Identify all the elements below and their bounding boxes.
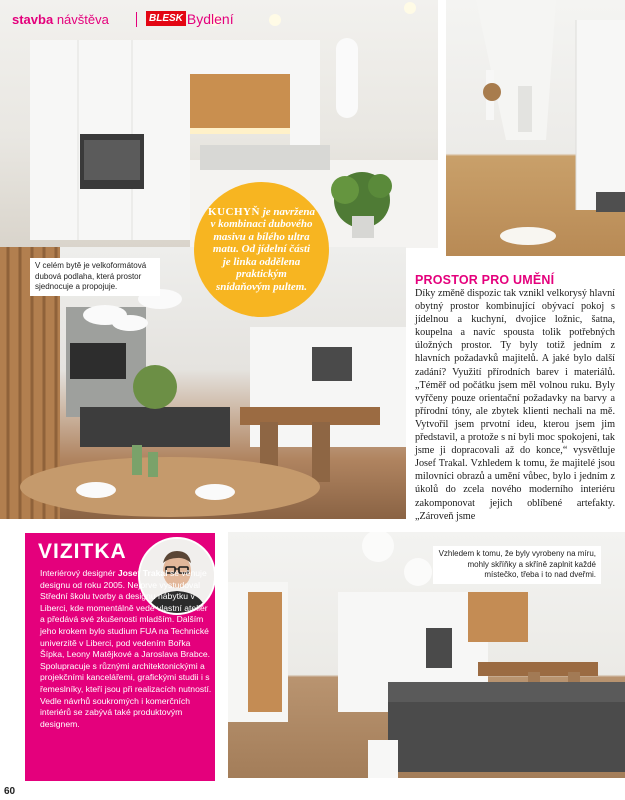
vizitka-intro: Interiérový designér <box>40 568 116 578</box>
subsection-name: návštěva <box>56 12 109 27</box>
vizitka-title: VIZITKA <box>38 540 127 563</box>
kitchen-callout <box>194 182 329 317</box>
hallway-photo <box>446 0 625 256</box>
header-divider <box>136 12 137 27</box>
article-heading: PROSTOR PRO UMĚNÍ <box>415 273 555 287</box>
vizitka-body <box>40 568 212 730</box>
designer-name: Josef Trakal <box>117 568 168 578</box>
logo-text: Bydlení <box>186 10 234 27</box>
page-number: 60 <box>4 786 16 797</box>
section-name: stavba <box>12 12 54 27</box>
callout-lead: KUCHYŇ <box>208 205 260 218</box>
logo-badge: BLESK <box>146 11 186 26</box>
callout-text: je navržena v kombinaci dubového masivu a bílého ultra matu. Od jídelní části je linka oddělena praktickým snídaňovým pultem. <box>210 205 315 293</box>
section-label <box>12 12 109 27</box>
vizitka-text: se věnuje designu od roku 2005. Nejprve vystudoval Střední školu tvorby a designu nábytku v Liberci, kde momentálně vede vlastní ateliér a předává své zkušenosti mladším. Dalším jeho krokem bylo studium FUA na Technické univerzitě v Liberci, pod vedením Bořka Šípka, Leony Matějkové a Jaroslava Brabce. Spolupracuje s různými architektonickými a projekčními kancelářemi, grafickými studii i s řemeslníky, kteří jsou při realizacích nutností. Vedle návrhů soukromých i komerčních interiérů se zabývá také produktovým designem. <box>40 568 212 729</box>
article-body: Díky změně dispozic tak vznikl velkorysý hlavní obytný prostor kombinující obývací pokoj s jídelnou a kuchyní, dvojice ložnic, šatna, koupelna a navíc spousta tolik potřebných úložných prostor. Ty byly totiž jedním z hlavních požadavků majitelů. A jaké bylo další zadání? Využití přírodních barev i materiálů. „Téměř od počátku jsem měl volnou ruku. Byly vyřčeny pouze orientační požadavky na barvy a přírodní tóny, ale zbytek klienti nechali na mě. Vytvořil jsem prvotní ideu, kterou jsem jim představil, a protože s ní byli moc spokojeni, tak jsme ji dopracovali až do konce,“ vysvětluje Josef Trakal. Vzhledem k tomu, že majitelé jsou milovníci obrazů a umění vůbec, bylo i jedním z úkolů do zcela nového moderního interiéru zakomponovat jejich oblíbené artefakty. „Zároveň jsme <box>415 288 615 522</box>
photo-caption-cabinets: Vzhledem k tomu, že byly vyrobeny na míru, mohly skříňky a skříně zaplnit každé místečko, třeba i to nad dveřmi. <box>433 546 601 584</box>
magazine-logo <box>146 10 234 28</box>
photo-caption-floor: V celém bytě je velkoformátová dubová podlaha, která prostor sjednocuje a propojuje. <box>30 258 160 296</box>
